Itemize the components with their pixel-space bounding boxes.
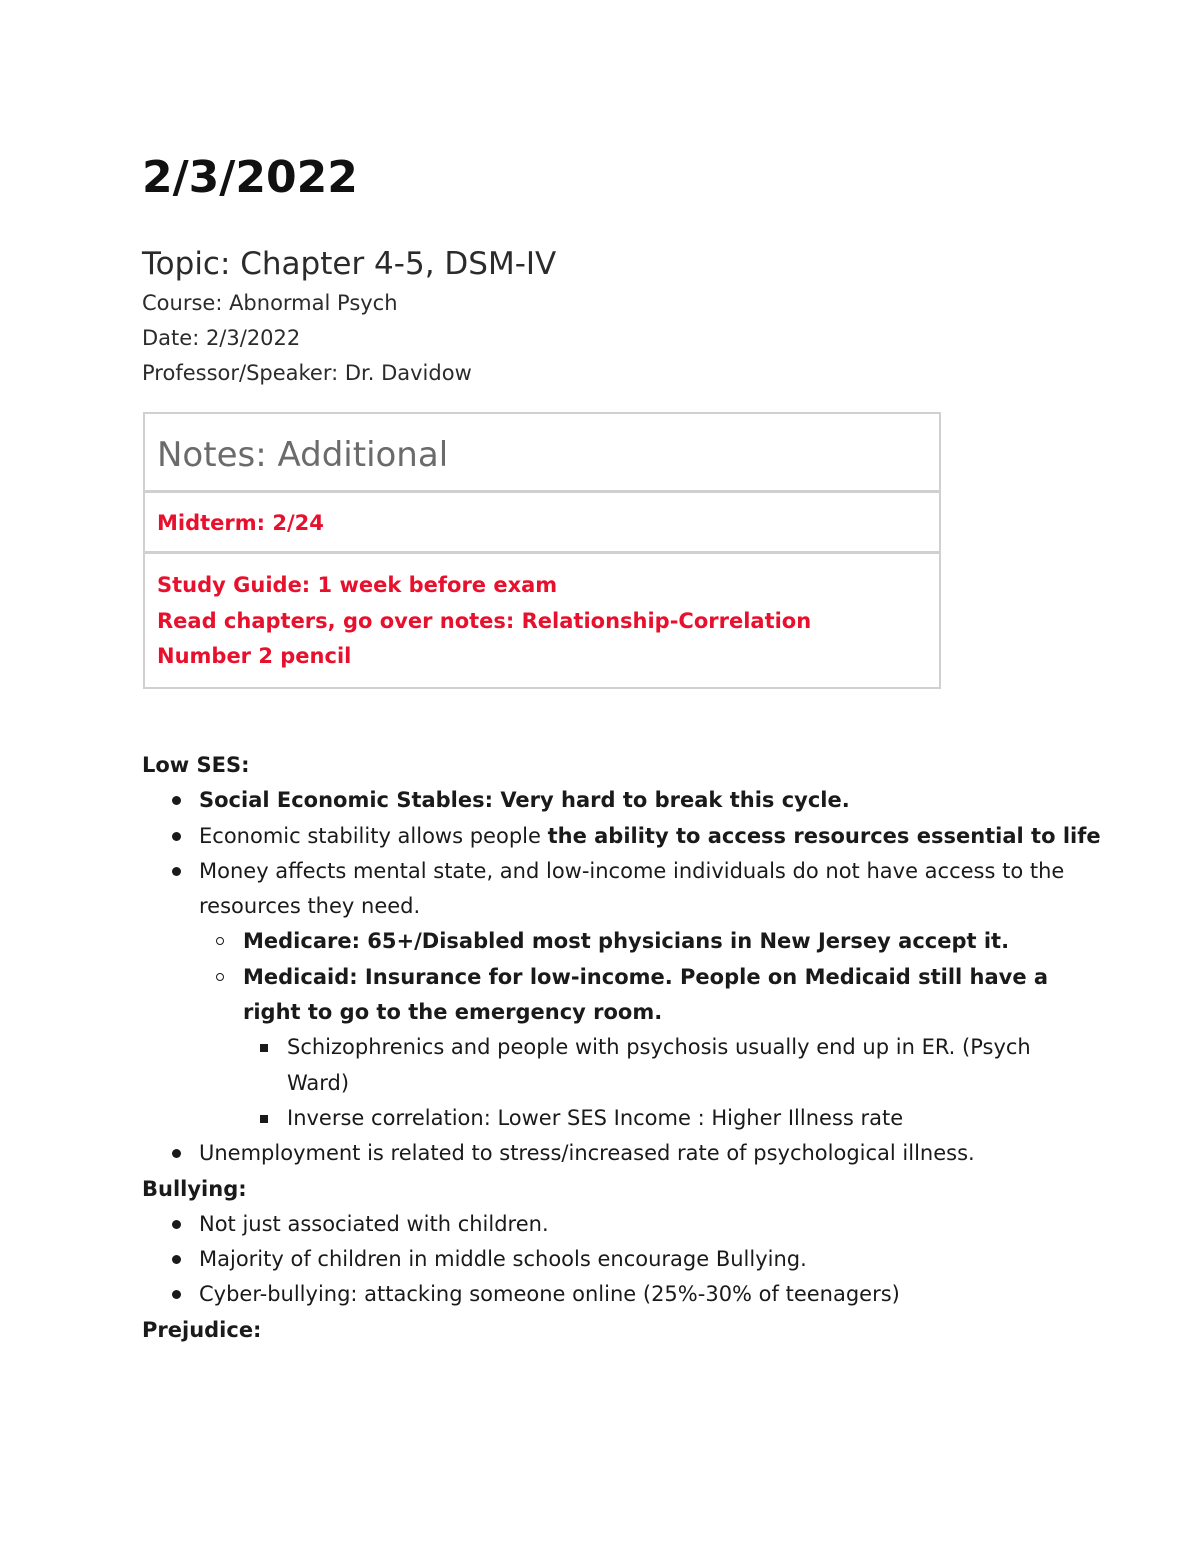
list-item: Not just associated with children. <box>142 1207 1062 1242</box>
list-item: Medicare: 65+/Disabled most physicians in New Jersey accept it. <box>142 924 1062 959</box>
list-item: Economic stability allows people the ability to access resources essential to life <box>142 819 1062 854</box>
page-title: 2/3/2022 <box>142 152 358 203</box>
list-item: Schizophrenics and people with psychosis usually end up in ER. (Psych <box>142 1030 1062 1065</box>
list-item-continuation: resources they need. <box>199 894 421 919</box>
notes-table <box>143 412 941 689</box>
list-item: Money affects mental state, and low-income individuals do not have access to the <box>142 854 1062 889</box>
notes-line-pencil: Number 2 pencil <box>157 644 352 668</box>
professor-line: Professor/Speaker: Dr. Davidow <box>142 361 472 385</box>
list-item: Unemployment is related to stress/increased rate of psychological illness. <box>142 1136 1062 1171</box>
list-item-continuation: Ward) <box>287 1070 350 1095</box>
bullet-dot-icon <box>172 1220 181 1229</box>
bullet-dot-icon <box>172 1290 181 1299</box>
notes-extra <box>145 554 939 687</box>
document-page <box>142 150 1101 1342</box>
bullet-dot-icon <box>172 796 181 805</box>
list-item: Social Economic Stables: Very hard to break this cycle. <box>142 783 1062 818</box>
bullet-dot-icon <box>172 1149 181 1158</box>
topic-line: Topic: Chapter 4-5, DSM-IV <box>142 246 557 282</box>
notes-line-read-chapters: Read chapters, go over notes: Relationship-Correlation <box>157 608 812 633</box>
date-line: Date: 2/3/2022 <box>142 326 301 350</box>
bullet-ring-icon <box>216 973 224 981</box>
list-item-continuation: right to go to the emergency room. <box>243 1000 663 1025</box>
notes-content <box>142 748 1101 1348</box>
section-heading-prejudice: Prejudice: <box>142 1317 262 1342</box>
section-heading-low-ses: Low SES: <box>142 753 250 777</box>
bullet-dot-icon <box>172 867 181 876</box>
bullet-dot-icon <box>172 1255 181 1264</box>
bullet-square-icon <box>260 1044 268 1052</box>
list-item: Inverse correlation: Lower SES Income : Higher Illness rate <box>142 1101 1062 1136</box>
list-item: Cyber-bullying: attacking someone online (25%-30% of teenagers) <box>142 1277 1062 1312</box>
bullet-dot-icon <box>172 832 181 841</box>
section-heading-bullying: Bullying: <box>142 1176 247 1201</box>
notes-title: Notes: Additional <box>145 414 939 493</box>
list-item: Medicaid: Insurance for low-income. People on Medicaid still have a <box>142 960 1062 995</box>
notes-midterm: Midterm: 2/24 <box>145 493 939 554</box>
course-line: Course: Abnormal Psych <box>142 291 398 315</box>
bullet-ring-icon <box>216 937 224 945</box>
list-item: Majority of children in middle schools encourage Bullying. <box>142 1242 1062 1277</box>
bullet-square-icon <box>260 1115 268 1123</box>
notes-line-study-guide: Study Guide: 1 week before exam <box>157 573 558 597</box>
